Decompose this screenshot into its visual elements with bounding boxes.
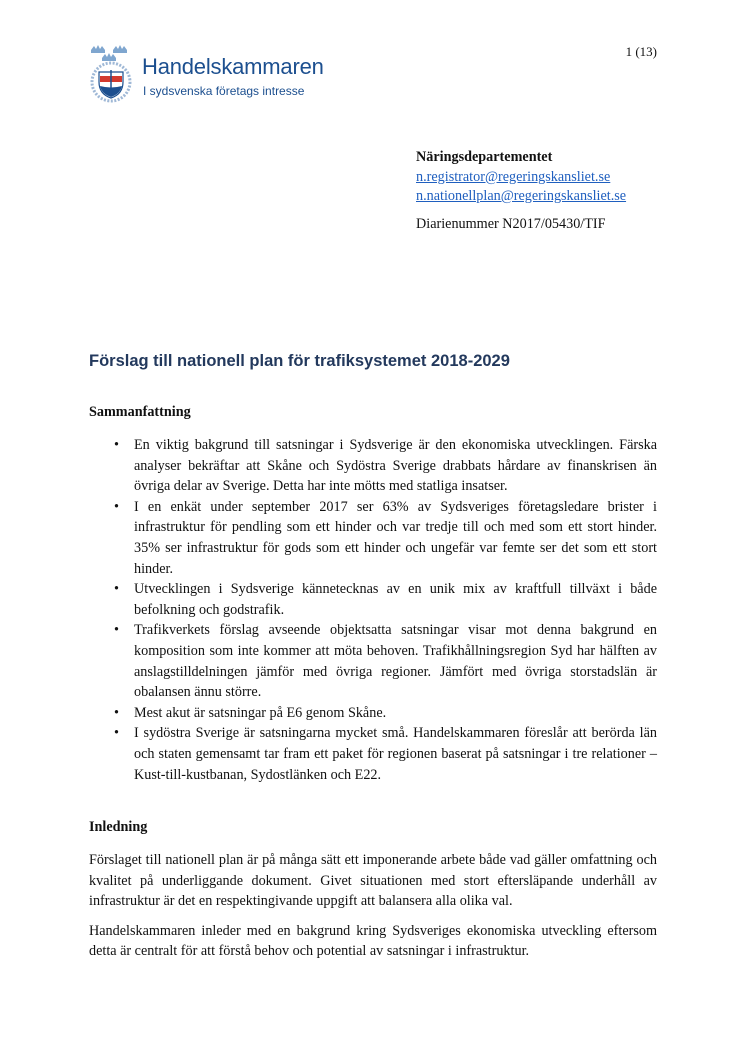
list-item <box>89 620 657 702</box>
list-item-text: Mest akut är satsningar på E6 genom Skåne. <box>134 704 387 721</box>
email-link-nationellplan[interactable]: n.nationellplan@regeringskansliet.se <box>416 188 627 204</box>
introduction-heading: Inledning <box>89 819 148 835</box>
logo-tagline: I sydsvenska företags intresse <box>143 84 305 98</box>
recipient-address <box>416 148 626 234</box>
logo-name: Handelskammaren <box>142 54 324 79</box>
summary-heading: Sammanfattning <box>89 404 191 420</box>
email-link-registrator[interactable]: n.registrator@regeringskansliet.se <box>416 168 611 185</box>
list-item <box>89 497 657 579</box>
handelskammaren-logo <box>86 42 336 104</box>
list-item <box>89 435 657 497</box>
reference-number: Diarienummer N2017/05430/TIF <box>416 215 606 232</box>
bullet-icon: • <box>114 437 119 453</box>
crest-icon <box>86 42 136 104</box>
list-item <box>89 723 657 785</box>
list-item-text: I sydöstra Sverige är satsningarna mycket små. Handelskammaren föreslår att berörda län och staten gemensamt tar fram ett paket för regionen baserat på satsningar i tre relationer – Kust-till-kustbanan, Sydostlänken och E22. <box>134 725 657 783</box>
page-number: 1 (13) <box>625 44 657 59</box>
list-item-text: Trafikverkets förslag avseende objektsatta satsningar visar mot denna bakgrund en komposition som inte kommer att möta behoven. Trafikhållningsregion Syd har hälften av anslagstilldelningen jämför med övriga regioner. Jämfört med övriga storstadslän är obalansen ännu större. <box>134 622 657 701</box>
introduction-body <box>89 850 657 971</box>
list-item-text: I en enkät under september 2017 ser 63% av Sydsveriges företagsledare brister i infrastruktur för pendling som ett hinder och var tredje till och med som ett stort hinder. 35% ser infrastruktur för gods som ett hinder och ungefär var femte ser det som ett stort hinder. <box>134 498 657 577</box>
bullet-icon: • <box>114 622 119 639</box>
bullet-icon: • <box>114 704 119 721</box>
list-item-text: En viktig bakgrund till satsningar i Sydsverige är den ekonomiska utvecklingen. Färska analyser bekräftar att Skåne och Sydöstra Sverige drabbats hårdare av finanskrisen än övriga delar av Sverige. Detta har inte mötts med statliga insatser. <box>134 437 657 495</box>
list-item <box>89 703 657 724</box>
summary-list <box>89 435 657 785</box>
bullet-icon: • <box>114 581 119 598</box>
bullet-icon: • <box>114 725 119 742</box>
document-title: Förslag till nationell plan för trafiksystemet 2018-2029 <box>89 352 510 370</box>
bullet-icon: • <box>114 498 119 515</box>
list-item-text: Utvecklingen i Sydsverige kännetecknas av en unik mix av kraftfull tillväxt i både befolkning och godstrafik. <box>134 581 657 618</box>
recipient-name: Näringsdepartementet <box>416 149 553 165</box>
list-item <box>89 579 657 620</box>
paragraph: Handelskammaren inleder med en bakgrund kring Sydsveriges ekonomiska utveckling eftersom detta är centralt för att förstå behov och potential av satsningar i infrastruktur. <box>89 922 657 960</box>
paragraph: Förslaget till nationell plan är på många sätt ett imponerande arbete både vad gäller omfattning och kvalitet på underliggande dokument. Givet situationen med stort eftersläpande underhåll av infrastruktur är det en respektingivande uppgift att balansera alla olika val. <box>89 852 657 910</box>
